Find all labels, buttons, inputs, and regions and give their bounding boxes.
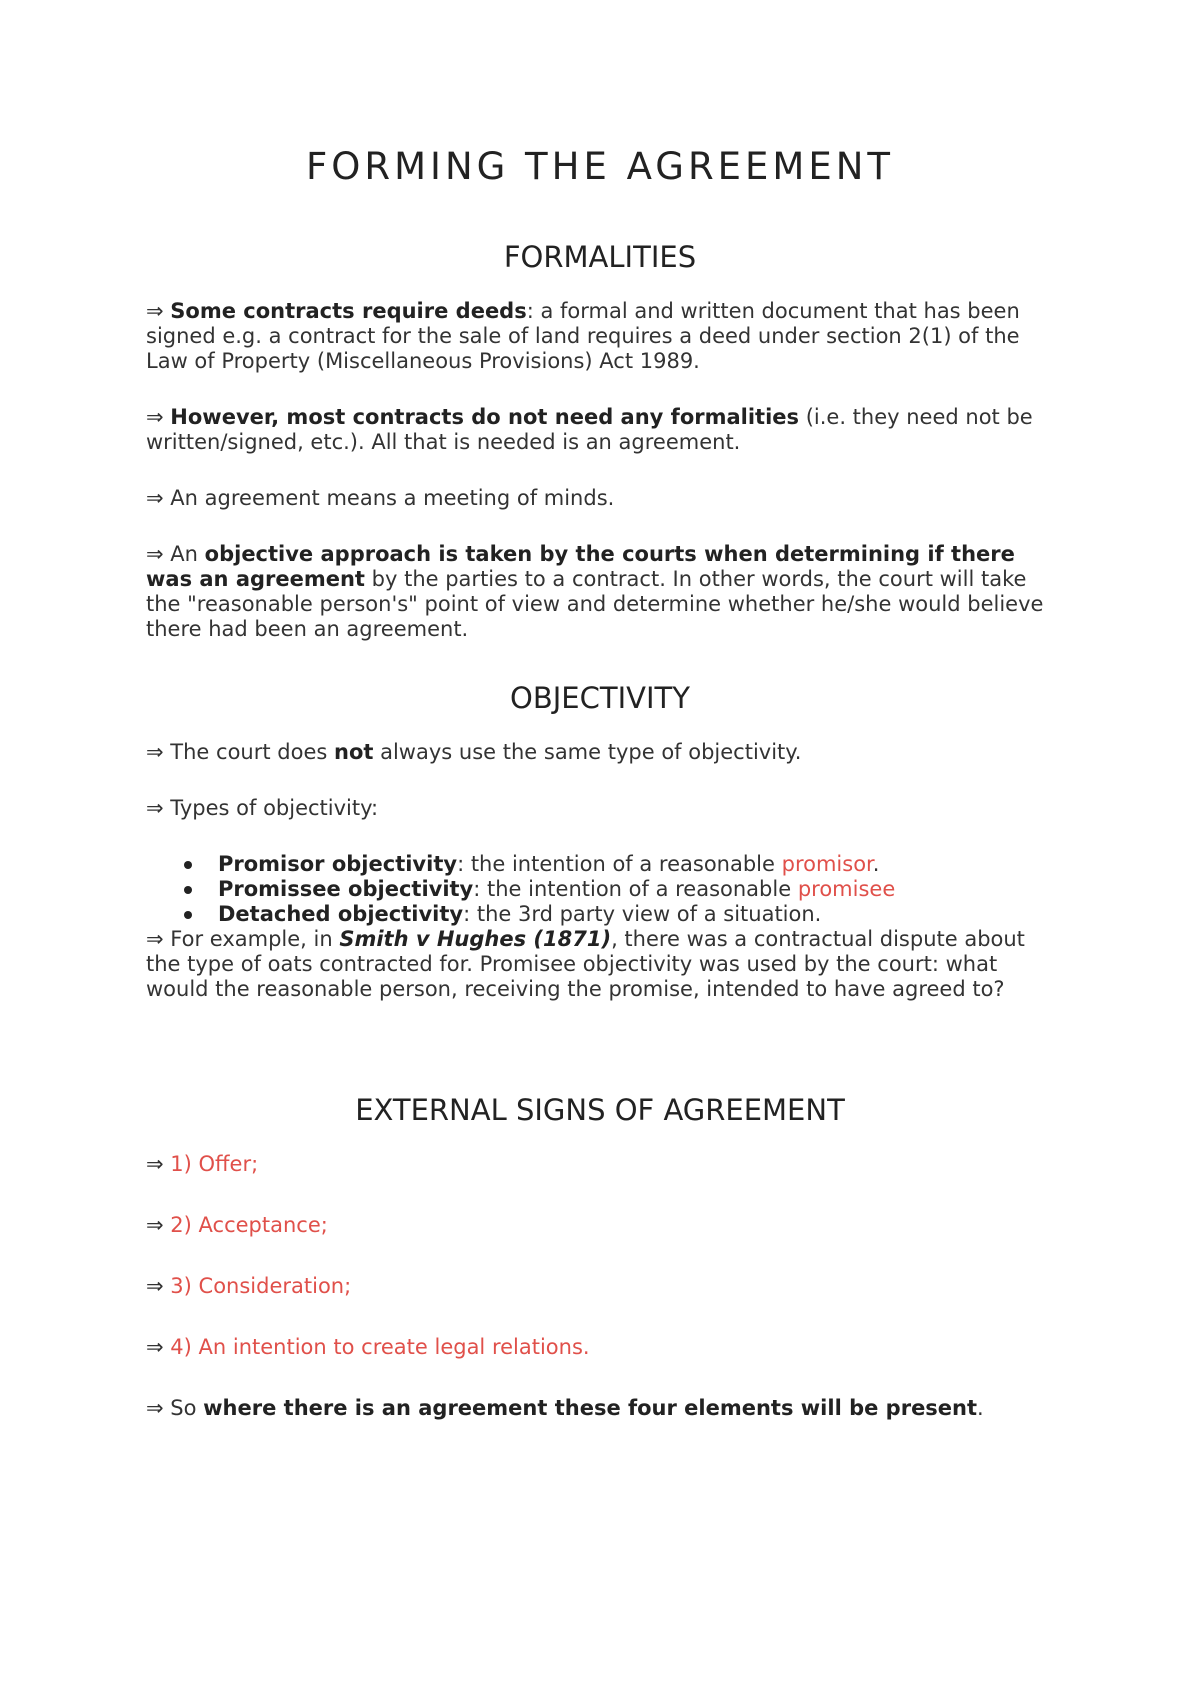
external-signs-heading: EXTERNAL SIGNS OF AGREEMENT — [355, 1093, 845, 1127]
external-sign-item — [146, 1335, 1054, 1360]
objectivity-types-list — [146, 852, 1054, 927]
formalities-paragraph-deeds — [146, 299, 1054, 374]
arrow-icon: ⇒ — [146, 927, 164, 951]
arrow-icon: ⇒ — [146, 542, 164, 566]
arrow-icon: ⇒ — [146, 796, 164, 820]
list-item — [218, 852, 1054, 877]
arrow-icon: ⇒ — [146, 405, 164, 429]
bold-text: Detached objectivity — [218, 902, 464, 926]
external-sign-label: 4) An intention to create legal relations. — [170, 1335, 590, 1359]
document-title: FORMING THE AGREEMENT — [306, 145, 894, 188]
body-text: always use the same type of objectivity. — [373, 740, 802, 764]
body-text: . — [977, 1396, 984, 1420]
bold-text: However, most contracts do not need any formalities — [170, 405, 800, 429]
formalities-paragraph-meeting-of-minds — [146, 486, 1054, 511]
body-text: : the 3rd party view of a situation. — [463, 902, 822, 926]
formalities-heading: FORMALITIES — [503, 240, 697, 274]
arrow-icon: ⇒ — [146, 1213, 164, 1237]
body-text: (i.e. they need not be written/signed, etc.). All that is needed is an agreement. — [146, 405, 1033, 454]
bold-text: Promisor objectivity — [218, 852, 458, 876]
body-text: : the intention of a reasonable — [457, 852, 782, 876]
body-text: Types of objectivity: — [170, 796, 379, 820]
body-text: The court does — [170, 740, 334, 764]
arrow-icon: ⇒ — [146, 740, 164, 764]
formalities-paragraph-no-formalities — [146, 405, 1054, 455]
external-sign-item — [146, 1213, 1054, 1238]
objectivity-heading: OBJECTIVITY — [510, 681, 690, 715]
bold-text: Promissee objectivity — [218, 877, 474, 901]
body-text: : a formal and written document that has been signed e.g. a contract for the sale of land requires a deed under section 2(1) of the Law of Property (Miscellaneous Provisions) Act 1989. — [146, 299, 1020, 373]
list-item — [218, 877, 1054, 902]
arrow-icon: ⇒ — [146, 1152, 164, 1176]
body-text: , there was a contractual dispute about the type of oats contracted for. Promisee objectivity was used by the court: what would the reasonable person, receiving the promise, intended to have agreed to? — [146, 927, 1025, 1001]
arrow-icon: ⇒ — [146, 1335, 164, 1359]
body-text: An — [170, 542, 205, 566]
arrow-icon: ⇒ — [146, 486, 164, 510]
external-sign-label: 1) Offer; — [170, 1152, 259, 1176]
highlighted-term: promisor — [781, 852, 873, 876]
body-text: So — [170, 1396, 204, 1420]
arrow-icon: ⇒ — [146, 1396, 164, 1420]
highlighted-term: promisee — [797, 877, 896, 901]
body-text: . — [872, 852, 880, 876]
external-closing-paragraph — [146, 1396, 1054, 1421]
body-text: by the parties to a contract. In other words, the court will take the "reasonable person's" point of view and determine whether he/she would believe there had been an agreement. — [146, 567, 1044, 641]
external-sign-label: 2) Acceptance; — [170, 1213, 328, 1237]
case-citation: Smith v Hughes (1871) — [339, 927, 612, 951]
objectivity-paragraph-example — [146, 927, 1054, 1002]
bold-text: where there is an agreement these four elements will be present — [203, 1396, 978, 1420]
arrow-icon: ⇒ — [146, 1274, 164, 1298]
objectivity-paragraph-types — [146, 796, 1054, 821]
body-text: An agreement means a meeting of minds. — [170, 486, 615, 510]
external-sign-item — [146, 1274, 1054, 1299]
bold-text: Some contracts require deeds — [170, 299, 527, 323]
external-sign-label: 3) Consideration; — [170, 1274, 352, 1298]
bold-text: not — [334, 740, 374, 764]
formalities-paragraph-objective-approach — [146, 542, 1054, 642]
list-item — [218, 902, 1054, 927]
body-text: : the intention of a reasonable — [473, 877, 798, 901]
arrow-icon: ⇒ — [146, 299, 164, 323]
bold-text: objective approach is taken by the courts when determining if there was an agreement — [146, 542, 1015, 591]
external-sign-item — [146, 1152, 1054, 1177]
body-text: For example, in — [170, 927, 340, 951]
objectivity-paragraph-not-same — [146, 740, 1054, 765]
